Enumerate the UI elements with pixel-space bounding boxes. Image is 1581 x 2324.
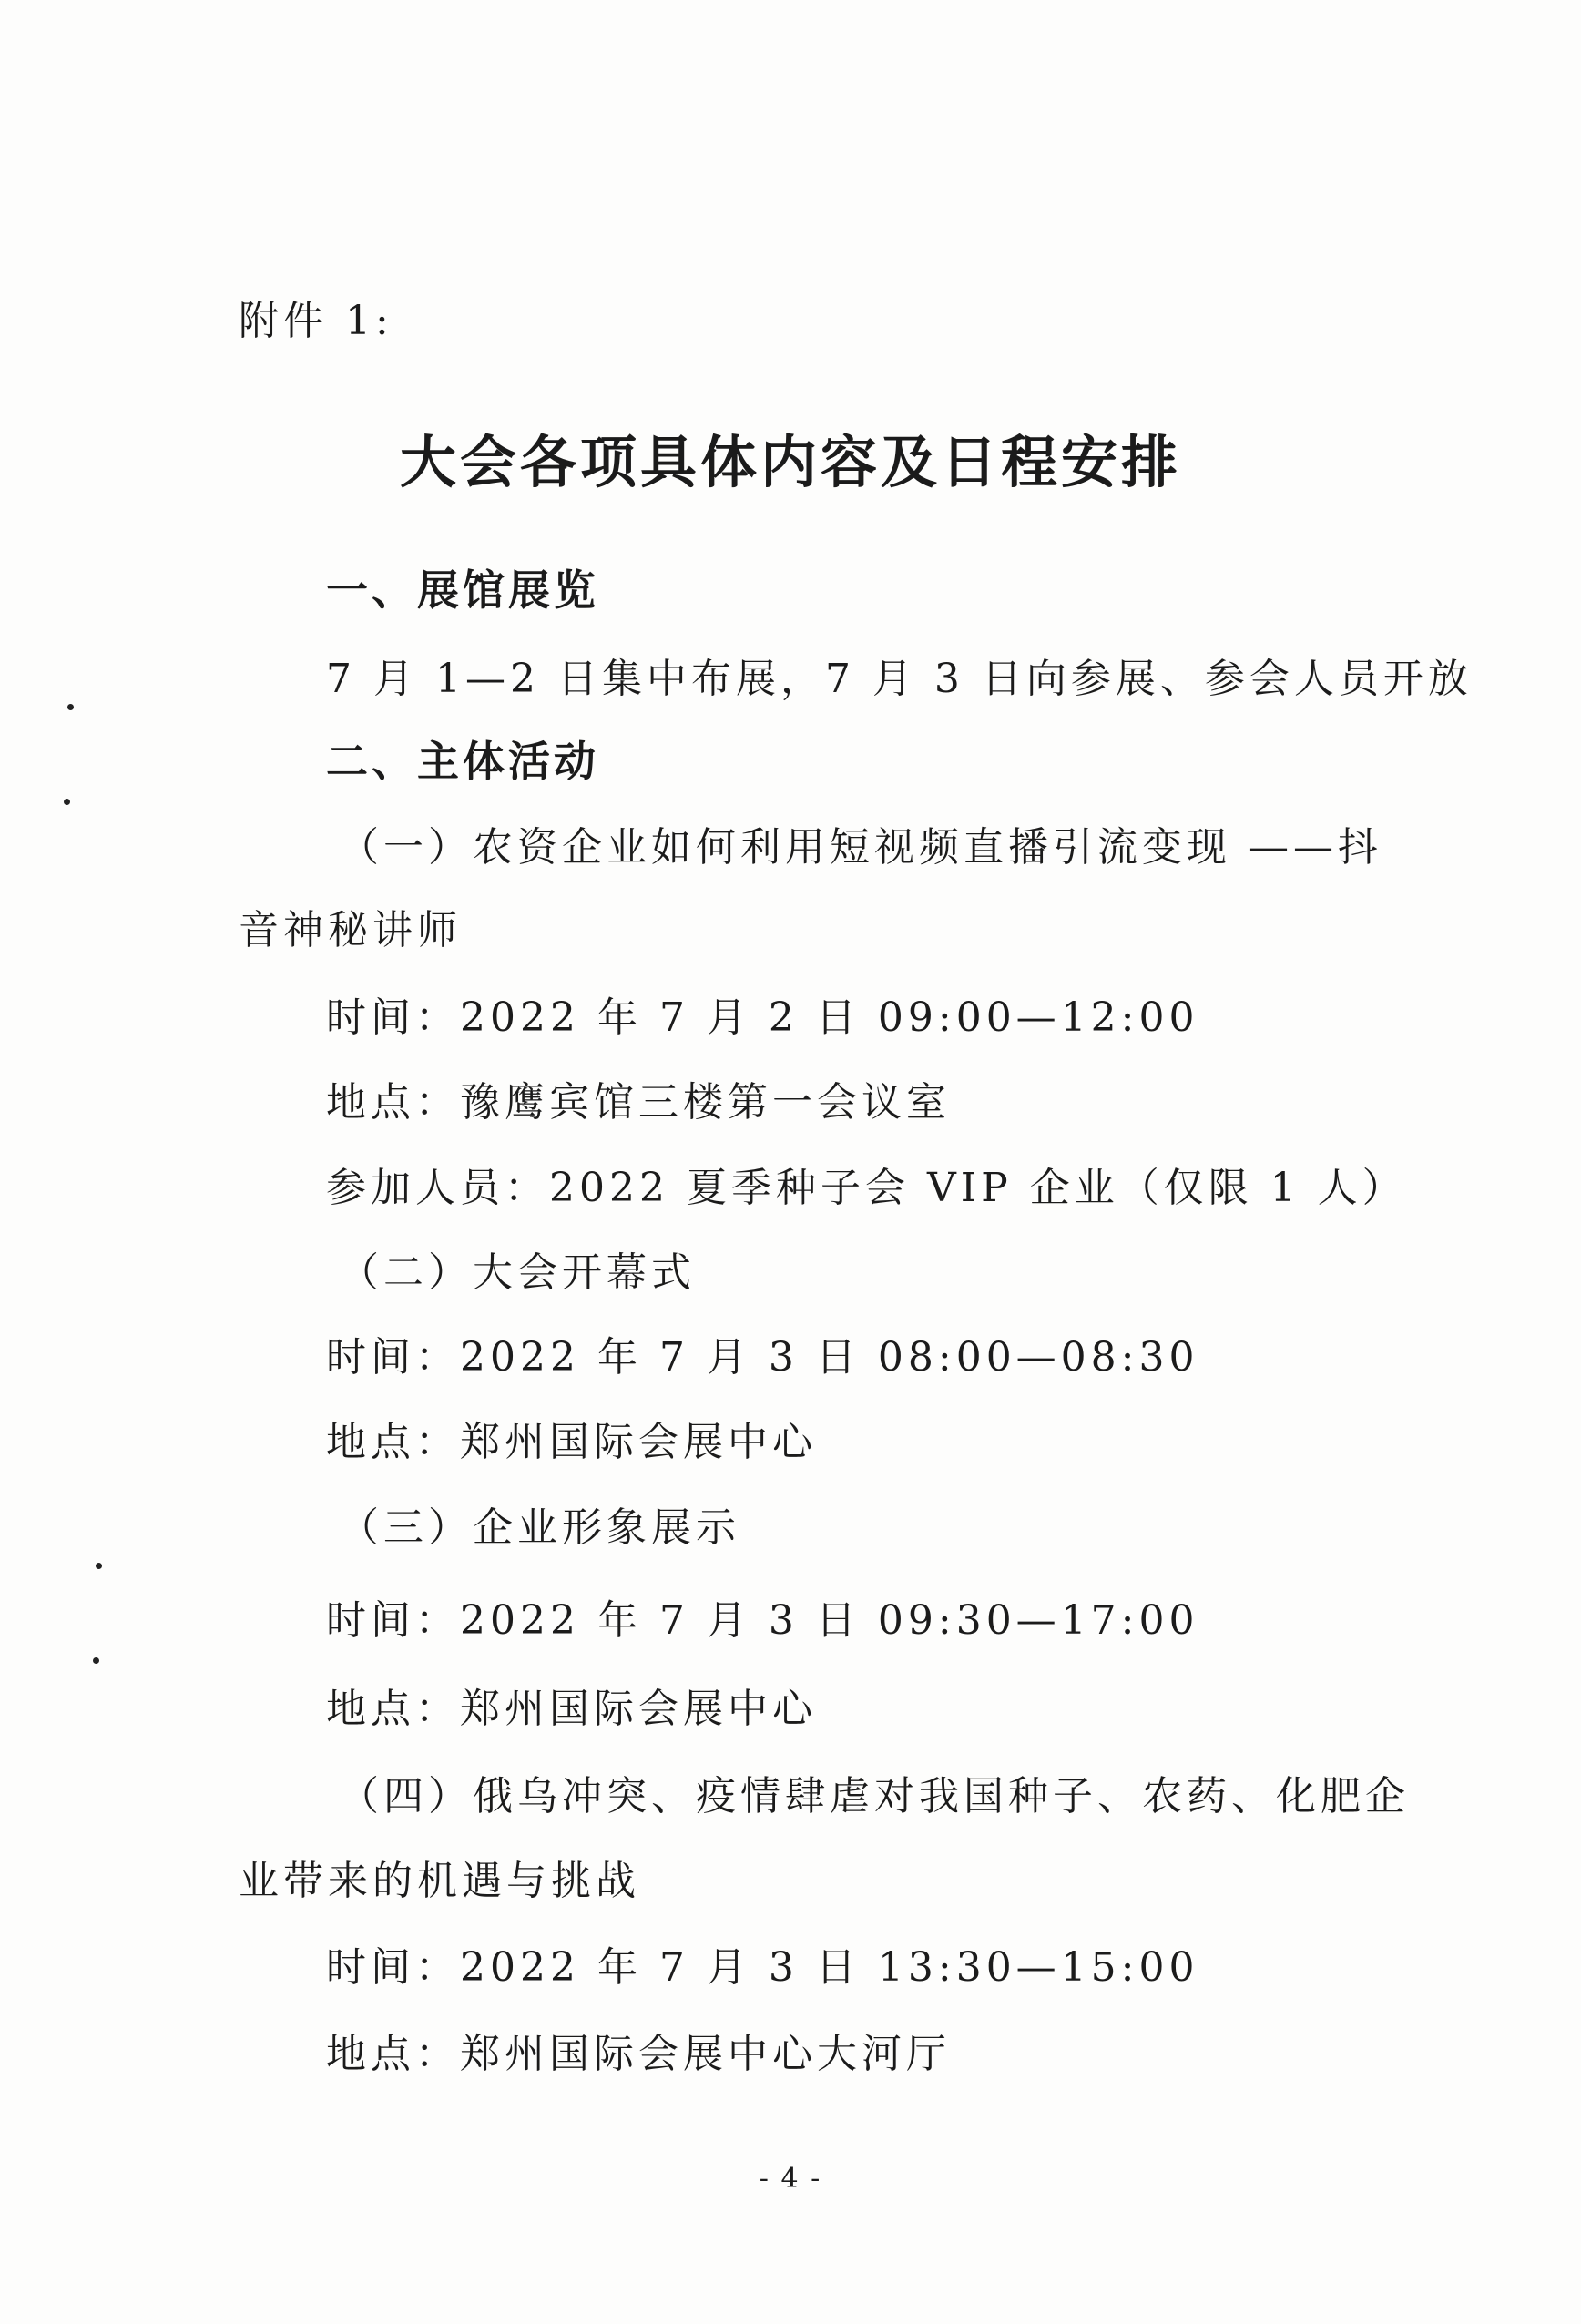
event-3-title: （三）企业形象展示	[339, 1504, 740, 1551]
document-title: 大会各项具体内容及日程安排	[399, 429, 1181, 495]
event-1-title-line2: 音神秘讲师	[239, 907, 462, 953]
scan-speck	[67, 704, 74, 710]
event-4-title-line1: （四）俄乌冲突、疫情肆虐对我国种子、农药、化肥企	[339, 1773, 1410, 1819]
event-1-time: 时间：2022 年 7 月 2 日 09:00—12:00	[326, 994, 1199, 1041]
attachment-label: 附件 1:	[239, 298, 393, 344]
event-1-title-line1: （一）农资企业如何利用短视频直播引流变现 ——抖	[339, 824, 1382, 871]
scan-speck	[96, 1563, 102, 1569]
scan-speck	[93, 1657, 99, 1664]
event-2-place: 地点：郑州国际会展中心	[326, 1419, 817, 1465]
event-2-title: （二）大会开幕式	[339, 1249, 696, 1296]
section-heading-exhibition: 一、展馆展览	[326, 566, 599, 615]
event-3-time: 时间：2022 年 7 月 3 日 09:30—17:00	[326, 1597, 1199, 1644]
event-2-time: 时间：2022 年 7 月 3 日 08:00—08:30	[326, 1334, 1199, 1381]
event-1-place: 地点：豫鹰宾馆三楼第一会议室	[326, 1079, 951, 1126]
event-4-place: 地点：郑州国际会展中心大河厅	[326, 2031, 951, 2077]
scan-speck	[64, 799, 70, 805]
event-3-place: 地点：郑州国际会展中心	[326, 1686, 817, 1732]
page-number: - 4 -	[759, 2163, 822, 2195]
event-1-participants: 参加人员：2022 夏季种子会 VIP 企业（仅限 1 人）	[326, 1165, 1407, 1211]
section-heading-main-activities: 二、主体活动	[326, 737, 599, 786]
event-4-title-line2: 业带来的机遇与挑战	[239, 1858, 640, 1904]
exhibition-schedule-text: 7 月 1—2 日集中布展，7 月 3 日向参展、参会人员开放	[326, 656, 1473, 702]
event-4-time: 时间：2022 年 7 月 3 日 13:30—15:00	[326, 1944, 1199, 1991]
